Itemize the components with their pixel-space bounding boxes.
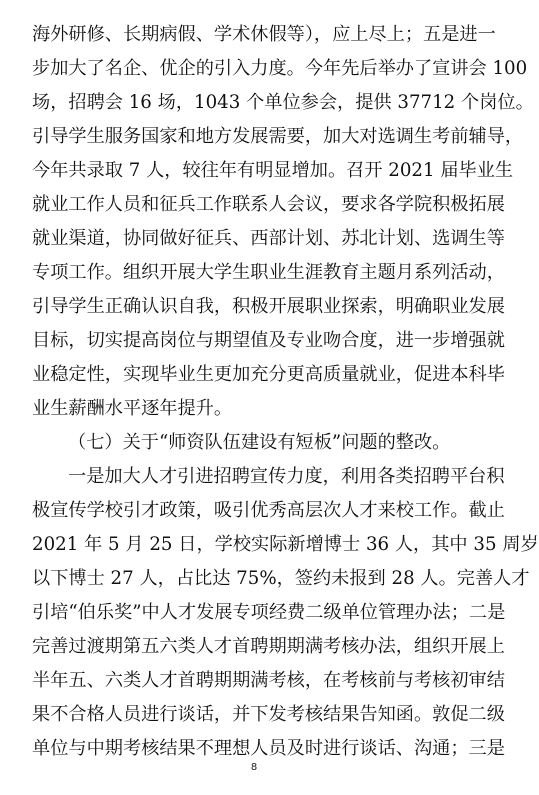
body-text-line: 场，招聘会 16 场，1043 个单位参会，提供 37712 个岗位。 — [32, 92, 534, 113]
body-text-line: 单位与中期考核结果不理想人员及时进行谈话、沟通；三是 — [32, 738, 505, 759]
body-text-line: 海外研修、长期病假、学术休假等），应上尽上；五是进一 — [32, 24, 496, 45]
body-text-line: 专项工作。组织开展大学生职业生涯教育主题月系列活动， — [32, 262, 505, 283]
body-text-line: 以下博士 27 人，占比达 75%，签约未报到 28 人。完善人才 — [32, 568, 530, 589]
body-text-line: 步加大了名企、优企的引入力度。今年先后举办了宣讲会 100 — [32, 58, 528, 79]
body-text-line: 就业渠道，协同做好征兵、西部计划、苏北计划、选调生等 — [32, 228, 505, 249]
body-text-line: 业生薪酬水平逐年提升。 — [32, 398, 233, 419]
body-text-line: 半年五、六类人才首聘期期满考核，在考核前与考核初审结 — [32, 670, 505, 691]
body-text-line: 就业工作人员和征兵工作联系人会议，要求各学院积极拓展 — [32, 194, 505, 215]
body-text-line: 2021 年 5 月 25 日，学校实际新增博士 36 人，其中 35 周岁 — [32, 534, 539, 555]
body-text-line: 目标，切实提高岗位与期望值及专业吻合度，进一步增强就 — [32, 330, 505, 351]
body-text-line: 引培“伯乐奖”中人才发展专项经费二级单位管理办法；二是 — [32, 602, 506, 623]
body-text-line: 极宣传学校引才政策，吸引优秀高层次人才来校工作。截止 — [32, 500, 505, 521]
section-heading: （七）关于“师资队伍建设有短板”问题的整改。 — [68, 432, 451, 453]
body-text-line: 今年共录取 7 人，较往年有明显增加。召开 2021 届毕业生 — [32, 160, 514, 181]
body-text-line: 引导学生服务国家和地方发展需要，加大对选调生考前辅导， — [32, 126, 524, 147]
body-text-line: 业稳定性，实现毕业生更加充分更高质量就业，促进本科毕 — [32, 364, 505, 385]
body-text-line: 完善过渡期第五六类人才首聘期期满考核办法，组织开展上 — [32, 636, 505, 657]
body-text-line: 一是加大人才引进招聘宣传力度，利用各类招聘平台积 — [68, 466, 505, 487]
body-text-line: 引导学生正确认识自我，积极开展职业探索，明确职业发展 — [32, 296, 505, 317]
body-text-line: 果不合格人员进行谈话，并下发考核结果告知函。敦促二级 — [32, 704, 505, 725]
page-number: 8 — [250, 762, 258, 773]
